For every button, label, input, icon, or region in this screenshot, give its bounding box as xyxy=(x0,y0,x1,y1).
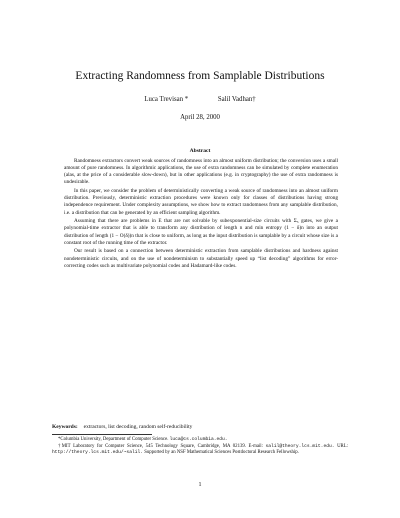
abstract-paragraph: In this paper, we consider the problem of deterministically converting a weak source of randomness into an almost uniform distribution. Previously, deterministic extraction procedures were known only for classes of distributions having strong independence requirement. Under complexity assumptions, we show how to extract randomness from any samplable distribution, i.e. a distribution that can be generated by an efficient sampling algorithm. xyxy=(64,188,338,216)
footnote-email: salil@theory.lcs.mit.edu. xyxy=(265,443,335,449)
footnote-email: luca@cs.columbia.edu. xyxy=(169,437,228,442)
abstract-paragraph: Assuming that there are problems in E that are not solvable by subexponential-size circuits with Σ₅ gates, we give a polynomial-time extractor that is able to transform any distribution of length n and min entropy (1 − δ)n into an output distribution of length (1 − O(δ))n that is close to uniform, as long as the input distribution is samplable by a circuit whose size is a constant root of the running time of the extractor. xyxy=(64,218,338,246)
footnote-rule xyxy=(52,434,152,435)
keywords-line xyxy=(52,424,352,430)
footnote-affiliation-trevisan xyxy=(52,437,348,444)
paper-title: Extracting Randomness from Samplable Distributions xyxy=(75,70,325,82)
footnote-text: *Columbia University, Department of Computer Science. xyxy=(58,437,169,442)
abstract-paragraph: Randomness extractors convert weak sources of randomness into an almost uniform distribution; the conversion uses a small amount of pure randomness. In algorithmic applications, the use of extra randomness can be simulated by complete enumeration (alas, at the price of a considerable slow-down), but in other applications (e.g. in cryptography) the use of extra randomness is undesirable. xyxy=(64,158,338,186)
footnote-url: http://theory.lcs.mit.edu/~salil. xyxy=(52,450,143,456)
page-number: 1 xyxy=(198,482,202,488)
author-trevisan: Luca Trevisan * xyxy=(144,96,189,103)
abstract-heading: Abstract xyxy=(189,148,211,154)
paper-date: April 28, 2000 xyxy=(180,114,220,121)
footnote-affiliation-vadhan xyxy=(52,444,348,457)
keywords-text: extractors, list decoding, random self-reducibility xyxy=(83,424,193,430)
footnote-text: Supported by an NSF Mathematical Sciences Postdoctoral Research Fellowship. xyxy=(144,450,299,456)
abstract-paragraph: Our result is based on a connection between deterministic extraction from samplable distributions and hardness against nondeterministic circuits, and on the use of nondeterminism to substantially speed up “list decoding” algorithms for error-correcting codes such as multivariate polynomial codes and Hadamard-like codes. xyxy=(64,248,338,269)
author-list xyxy=(0,96,400,103)
abstract-body xyxy=(64,158,338,271)
author-vadhan: Salil Vadhan† xyxy=(217,96,256,103)
footnote-text: †MIT Laboratory for Computer Science, 545 Technology Square, Cambridge, MA 02139. E-mail: xyxy=(58,443,263,449)
keywords-label: Keywords: xyxy=(52,424,78,430)
footnote-url-label: URL: xyxy=(337,443,348,449)
footnotes xyxy=(52,437,348,457)
